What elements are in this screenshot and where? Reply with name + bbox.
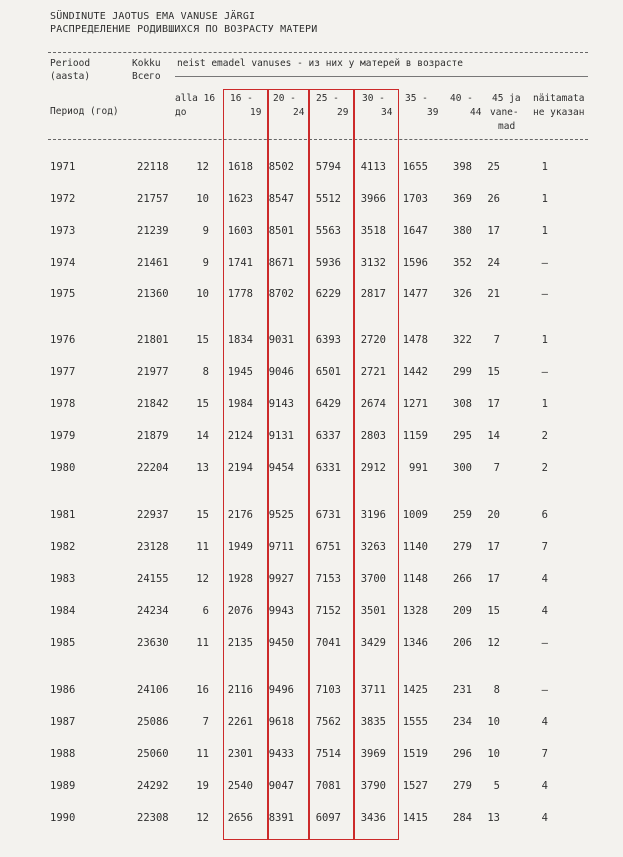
- cell-year: 1990: [50, 812, 76, 824]
- header-age-30-bottom: 34: [381, 107, 393, 118]
- header-age-under16-bottom: до: [175, 107, 187, 118]
- cell-age-35-39: 1346: [402, 637, 428, 649]
- table-row: [0, 509, 623, 523]
- cell-age-unknown: 7: [541, 541, 548, 553]
- cell-under-16: 12: [196, 812, 209, 824]
- header-age-16-top: 16 -: [230, 93, 253, 104]
- cell-age-45-plus: 20: [487, 509, 500, 521]
- cell-year: 1980: [50, 462, 76, 474]
- header-age-16-bottom: 19: [250, 107, 262, 118]
- cell-age-unknown: –: [541, 637, 548, 649]
- table-row: [0, 637, 623, 651]
- cell-year: 1988: [50, 748, 76, 760]
- header-period-et: Periood: [50, 58, 91, 69]
- cell-age-25-29: 6751: [315, 541, 341, 553]
- cell-age-45-plus: 14: [487, 430, 500, 442]
- cell-age-35-39: 1271: [402, 398, 428, 410]
- header-age-35-top: 35 -: [405, 93, 428, 104]
- cell-age-16-19: 2124: [227, 430, 253, 442]
- cell-age-unknown: –: [541, 366, 548, 378]
- cell-age-16-19: 1949: [227, 541, 253, 553]
- cell-age-35-39: 1328: [402, 605, 428, 617]
- cell-age-35-39: 1415: [402, 812, 428, 824]
- cell-under-16: 10: [196, 193, 209, 205]
- cell-year: 1983: [50, 573, 76, 585]
- cell-age-25-29: 6097: [315, 812, 341, 824]
- cell-age-20-24: 8702: [268, 288, 294, 300]
- cell-age-16-19: 1984: [227, 398, 253, 410]
- cell-age-16-19: 2135: [227, 637, 253, 649]
- table-row: [0, 573, 623, 587]
- cell-age-25-29: 6393: [315, 334, 341, 346]
- cell-age-35-39: 1442: [402, 366, 428, 378]
- header-age-25-bottom: 29: [337, 107, 349, 118]
- cell-total: 24292: [137, 780, 169, 792]
- cell-year: 1977: [50, 366, 76, 378]
- cell-age-40-44: 352: [453, 257, 472, 269]
- cell-age-25-29: 6331: [315, 462, 341, 474]
- cell-age-35-39: 1596: [402, 257, 428, 269]
- cell-age-25-29: 5512: [315, 193, 341, 205]
- cell-total: 24155: [137, 573, 169, 585]
- cell-age-unknown: 4: [541, 716, 548, 728]
- cell-age-16-19: 2301: [227, 748, 253, 760]
- cell-total: 21461: [137, 257, 169, 269]
- header-age-40-top: 40 -: [450, 93, 473, 104]
- header-age-45plus-bottom2: mad: [498, 121, 516, 132]
- cell-age-16-19: 1603: [227, 225, 253, 237]
- cell-age-20-24: 9711: [268, 541, 294, 553]
- cell-age-45-plus: 15: [487, 605, 500, 617]
- cell-age-unknown: –: [541, 257, 548, 269]
- title-estonian: SÜNDINUTE JAOTUS EMA VANUSE JÄRGI: [50, 11, 256, 22]
- cell-total: 21239: [137, 225, 169, 237]
- table-row: [0, 605, 623, 619]
- cell-age-30-34: 3518: [360, 225, 386, 237]
- cell-age-16-19: 2076: [227, 605, 253, 617]
- cell-age-unknown: 4: [541, 812, 548, 824]
- cell-age-20-24: 9433: [268, 748, 294, 760]
- table-row: [0, 812, 623, 826]
- cell-year: 1974: [50, 257, 76, 269]
- cell-age-30-34: 2720: [360, 334, 386, 346]
- table-row: [0, 748, 623, 762]
- header-period-et-sub: (aasta): [50, 71, 91, 82]
- cell-age-40-44: 259: [453, 509, 472, 521]
- cell-age-40-44: 380: [453, 225, 472, 237]
- header-age-20-top: 20 -: [273, 93, 296, 104]
- cell-age-40-44: 296: [453, 748, 472, 760]
- header-age-40-bottom: 44: [470, 107, 482, 118]
- cell-age-30-34: 3700: [360, 573, 386, 585]
- table-row: [0, 462, 623, 476]
- cell-age-30-34: 3969: [360, 748, 386, 760]
- cell-age-16-19: 1741: [227, 257, 253, 269]
- cell-age-30-34: 3436: [360, 812, 386, 824]
- cell-age-45-plus: 21: [487, 288, 500, 300]
- cell-age-25-29: 5936: [315, 257, 341, 269]
- cell-age-20-24: 8502: [268, 161, 294, 173]
- header-age-35-bottom: 39: [427, 107, 439, 118]
- cell-age-25-29: 7041: [315, 637, 341, 649]
- cell-age-45-plus: 17: [487, 573, 500, 585]
- cell-age-unknown: 4: [541, 605, 548, 617]
- cell-age-16-19: 2176: [227, 509, 253, 521]
- cell-age-25-29: 7153: [315, 573, 341, 585]
- cell-age-25-29: 7562: [315, 716, 341, 728]
- cell-age-20-24: 8391: [268, 812, 294, 824]
- cell-age-30-34: 2721: [360, 366, 386, 378]
- cell-age-16-19: 1945: [227, 366, 253, 378]
- cell-under-16: 12: [196, 573, 209, 585]
- cell-under-16: 11: [196, 637, 209, 649]
- header-total-et: Kokku: [132, 58, 161, 69]
- cell-age-35-39: 1425: [402, 684, 428, 696]
- cell-age-30-34: 3263: [360, 541, 386, 553]
- cell-age-40-44: 295: [453, 430, 472, 442]
- cell-under-16: 11: [196, 748, 209, 760]
- cell-total: 21360: [137, 288, 169, 300]
- cell-age-35-39: 1159: [402, 430, 428, 442]
- cell-age-40-44: 369: [453, 193, 472, 205]
- cell-total: 25086: [137, 716, 169, 728]
- header-age-45plus-bottom: vane-: [490, 107, 519, 118]
- cell-age-40-44: 308: [453, 398, 472, 410]
- cell-under-16: 9: [202, 257, 209, 269]
- cell-age-40-44: 322: [453, 334, 472, 346]
- table-row: [0, 541, 623, 555]
- cell-age-unknown: 2: [541, 462, 548, 474]
- cell-age-40-44: 398: [453, 161, 472, 173]
- table-row: [0, 430, 623, 444]
- cell-age-25-29: 6501: [315, 366, 341, 378]
- cell-age-35-39: 1519: [402, 748, 428, 760]
- header-unknown-et: näitamata: [533, 93, 585, 104]
- cell-under-16: 14: [196, 430, 209, 442]
- cell-age-40-44: 279: [453, 780, 472, 792]
- cell-age-40-44: 206: [453, 637, 472, 649]
- cell-age-45-plus: 7: [493, 462, 500, 474]
- table-row: [0, 288, 623, 302]
- cell-total: 22308: [137, 812, 169, 824]
- cell-total: 22118: [137, 161, 169, 173]
- cell-age-20-24: 9047: [268, 780, 294, 792]
- table-row: [0, 193, 623, 207]
- cell-age-25-29: 7103: [315, 684, 341, 696]
- cell-age-16-19: 1834: [227, 334, 253, 346]
- cell-under-16: 16: [196, 684, 209, 696]
- cell-under-16: 11: [196, 541, 209, 553]
- cell-total: 21879: [137, 430, 169, 442]
- cell-age-45-plus: 15: [487, 366, 500, 378]
- cell-age-40-44: 279: [453, 541, 472, 553]
- cell-age-unknown: 2: [541, 430, 548, 442]
- cell-age-unknown: 1: [541, 161, 548, 173]
- cell-age-40-44: 234: [453, 716, 472, 728]
- header-total-ru: Всего: [132, 71, 161, 82]
- cell-age-45-plus: 17: [487, 398, 500, 410]
- header-age-20-bottom: 24: [293, 107, 305, 118]
- header-group-label: neist emadel vanuses - из них у матерей в возрасте: [177, 58, 463, 69]
- cell-age-20-24: 9927: [268, 573, 294, 585]
- cell-under-16: 15: [196, 398, 209, 410]
- cell-age-45-plus: 17: [487, 225, 500, 237]
- cell-age-40-44: 231: [453, 684, 472, 696]
- cell-age-20-24: 8671: [268, 257, 294, 269]
- cell-age-16-19: 1623: [227, 193, 253, 205]
- cell-total: 22204: [137, 462, 169, 474]
- cell-age-unknown: –: [541, 288, 548, 300]
- cell-age-30-34: 3132: [360, 257, 386, 269]
- cell-age-20-24: 8547: [268, 193, 294, 205]
- table-row: [0, 398, 623, 412]
- cell-age-16-19: 1618: [227, 161, 253, 173]
- cell-age-20-24: 9450: [268, 637, 294, 649]
- header-age-under16-top: alla 16: [175, 93, 216, 104]
- cell-age-35-39: 1140: [402, 541, 428, 553]
- cell-age-45-plus: 12: [487, 637, 500, 649]
- cell-age-40-44: 284: [453, 812, 472, 824]
- cell-age-20-24: 9525: [268, 509, 294, 521]
- cell-age-35-39: 1527: [402, 780, 428, 792]
- cell-age-20-24: 9943: [268, 605, 294, 617]
- table-row: [0, 366, 623, 380]
- cell-age-20-24: 9618: [268, 716, 294, 728]
- cell-age-unknown: –: [541, 684, 548, 696]
- cell-age-35-39: 991: [409, 462, 428, 474]
- cell-age-30-34: 3711: [360, 684, 386, 696]
- cell-under-16: 19: [196, 780, 209, 792]
- cell-age-25-29: 5563: [315, 225, 341, 237]
- cell-age-unknown: 4: [541, 780, 548, 792]
- cell-under-16: 15: [196, 509, 209, 521]
- cell-age-45-plus: 7: [493, 334, 500, 346]
- cell-age-45-plus: 24: [487, 257, 500, 269]
- cell-age-20-24: 9031: [268, 334, 294, 346]
- cell-year: 1987: [50, 716, 76, 728]
- cell-age-35-39: 1477: [402, 288, 428, 300]
- cell-under-16: 6: [202, 605, 209, 617]
- header-period-ru: Период (год): [50, 106, 119, 117]
- cell-age-30-34: 4113: [360, 161, 386, 173]
- cell-age-30-34: 3790: [360, 780, 386, 792]
- cell-age-25-29: 6337: [315, 430, 341, 442]
- cell-age-40-44: 300: [453, 462, 472, 474]
- cell-year: 1975: [50, 288, 76, 300]
- cell-under-16: 8: [202, 366, 209, 378]
- cell-age-25-29: 7514: [315, 748, 341, 760]
- cell-age-35-39: 1478: [402, 334, 428, 346]
- cell-total: 21842: [137, 398, 169, 410]
- cell-age-25-29: 6429: [315, 398, 341, 410]
- title-russian: РАСПРЕДЕЛЕНИЕ РОДИВШИХСЯ ПО ВОЗРАСТУ МАТЕРИ: [50, 24, 318, 35]
- header-unknown-ru: не указан: [533, 107, 585, 118]
- cell-age-35-39: 1148: [402, 573, 428, 585]
- cell-under-16: 12: [196, 161, 209, 173]
- cell-age-40-44: 326: [453, 288, 472, 300]
- cell-age-16-19: 2116: [227, 684, 253, 696]
- cell-total: 24106: [137, 684, 169, 696]
- cell-year: 1985: [50, 637, 76, 649]
- cell-age-45-plus: 25: [487, 161, 500, 173]
- cell-age-20-24: 9496: [268, 684, 294, 696]
- cell-age-25-29: 7081: [315, 780, 341, 792]
- cell-year: 1978: [50, 398, 76, 410]
- cell-age-16-19: 1778: [227, 288, 253, 300]
- header-age-45plus-top: 45 ja: [492, 93, 521, 104]
- cell-total: 21801: [137, 334, 169, 346]
- cell-age-45-plus: 13: [487, 812, 500, 824]
- cell-age-30-34: 2912: [360, 462, 386, 474]
- table-row: [0, 161, 623, 175]
- cell-year: 1979: [50, 430, 76, 442]
- cell-age-unknown: 1: [541, 398, 548, 410]
- cell-year: 1972: [50, 193, 76, 205]
- cell-age-30-34: 3835: [360, 716, 386, 728]
- cell-age-25-29: 5794: [315, 161, 341, 173]
- cell-age-20-24: 9454: [268, 462, 294, 474]
- cell-age-16-19: 2656: [227, 812, 253, 824]
- cell-age-45-plus: 17: [487, 541, 500, 553]
- cell-age-35-39: 1009: [402, 509, 428, 521]
- cell-age-30-34: 3429: [360, 637, 386, 649]
- cell-year: 1976: [50, 334, 76, 346]
- cell-age-20-24: 9131: [268, 430, 294, 442]
- cell-under-16: 9: [202, 225, 209, 237]
- table-row: [0, 257, 623, 271]
- cell-age-40-44: 209: [453, 605, 472, 617]
- cell-age-16-19: 2261: [227, 716, 253, 728]
- cell-age-25-29: 6731: [315, 509, 341, 521]
- cell-age-35-39: 1555: [402, 716, 428, 728]
- table-row: [0, 225, 623, 239]
- header-age-25-top: 25 -: [316, 93, 339, 104]
- cell-age-16-19: 2540: [227, 780, 253, 792]
- cell-year: 1989: [50, 780, 76, 792]
- cell-age-unknown: 7: [541, 748, 548, 760]
- cell-under-16: 15: [196, 334, 209, 346]
- cell-year: 1982: [50, 541, 76, 553]
- table-row: [0, 334, 623, 348]
- cell-age-35-39: 1703: [402, 193, 428, 205]
- cell-year: 1981: [50, 509, 76, 521]
- cell-total: 24234: [137, 605, 169, 617]
- cell-age-35-39: 1647: [402, 225, 428, 237]
- cell-year: 1973: [50, 225, 76, 237]
- cell-age-45-plus: 26: [487, 193, 500, 205]
- header-top-rule: [48, 52, 588, 53]
- cell-total: 23128: [137, 541, 169, 553]
- cell-age-unknown: 1: [541, 225, 548, 237]
- cell-total: 23630: [137, 637, 169, 649]
- cell-under-16: 10: [196, 288, 209, 300]
- cell-age-40-44: 266: [453, 573, 472, 585]
- table-row: [0, 716, 623, 730]
- cell-age-35-39: 1655: [402, 161, 428, 173]
- cell-age-45-plus: 10: [487, 748, 500, 760]
- cell-age-45-plus: 10: [487, 716, 500, 728]
- table-row: [0, 780, 623, 794]
- cell-age-30-34: 3196: [360, 509, 386, 521]
- cell-age-25-29: 7152: [315, 605, 341, 617]
- cell-age-30-34: 2674: [360, 398, 386, 410]
- cell-under-16: 13: [196, 462, 209, 474]
- cell-age-20-24: 9143: [268, 398, 294, 410]
- cell-total: 25060: [137, 748, 169, 760]
- cell-total: 21757: [137, 193, 169, 205]
- cell-age-40-44: 299: [453, 366, 472, 378]
- cell-age-unknown: 1: [541, 193, 548, 205]
- cell-age-25-29: 6229: [315, 288, 341, 300]
- cell-total: 21977: [137, 366, 169, 378]
- cell-age-20-24: 9046: [268, 366, 294, 378]
- cell-age-20-24: 8501: [268, 225, 294, 237]
- cell-age-16-19: 2194: [227, 462, 253, 474]
- cell-age-30-34: 3501: [360, 605, 386, 617]
- header-group-rule: [175, 76, 588, 77]
- cell-under-16: 7: [202, 716, 209, 728]
- cell-year: 1971: [50, 161, 76, 173]
- cell-age-unknown: 4: [541, 573, 548, 585]
- cell-age-unknown: 6: [541, 509, 548, 521]
- cell-year: 1984: [50, 605, 76, 617]
- cell-age-16-19: 1928: [227, 573, 253, 585]
- cell-age-30-34: 3966: [360, 193, 386, 205]
- cell-age-30-34: 2817: [360, 288, 386, 300]
- cell-age-45-plus: 8: [493, 684, 500, 696]
- cell-year: 1986: [50, 684, 76, 696]
- header-age-30-top: 30 -: [362, 93, 385, 104]
- table-row: [0, 684, 623, 698]
- cell-total: 22937: [137, 509, 169, 521]
- cell-age-unknown: 1: [541, 334, 548, 346]
- cell-age-30-34: 2803: [360, 430, 386, 442]
- cell-age-45-plus: 5: [493, 780, 500, 792]
